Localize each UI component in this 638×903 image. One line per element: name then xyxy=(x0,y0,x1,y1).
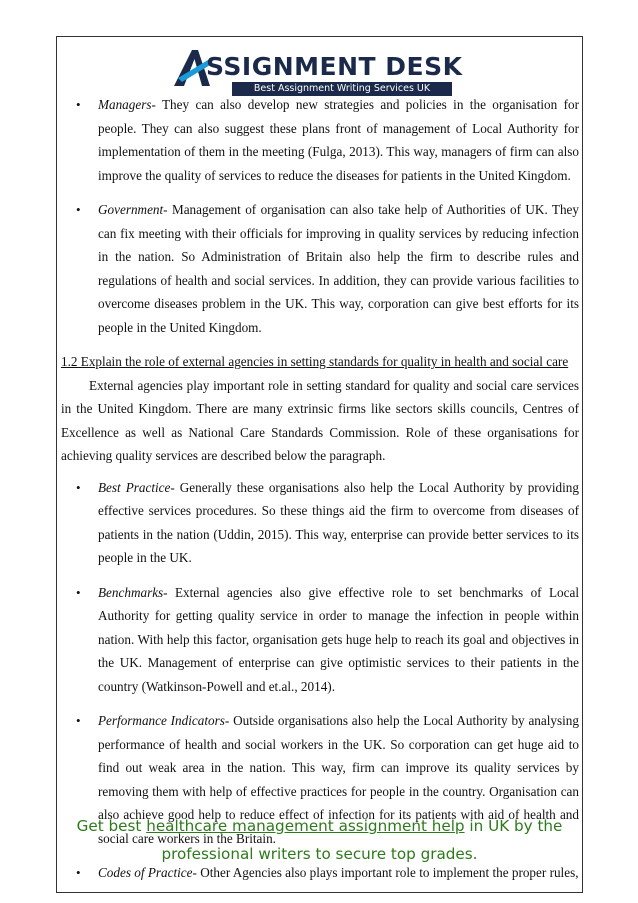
healthcare-assignment-help-link[interactable]: healthcare management assignment help xyxy=(146,817,465,835)
bullet-text: External agencies also give effective role to set benchmarks of Local Authority for getting quality service in order to manage the infection in people within nation. With help this factor, organisation gets huge help to reach its goal and objectives in the UK. Management of enterprise can give optimistic services to their patients in the country (Watkinson-Powell and et.al., 2014). xyxy=(98,584,579,694)
bullet-text: They can also develop new strategies and policies in the organisation for people. They can also suggest these plans front of management of Local Authority for implementation of them in the meeting (Fulga, 2013). This way, managers of firm can also improve the quality of services to reduce the diseases for patients in the United Kingdom. xyxy=(98,97,579,183)
bullet-term: Best Practice- xyxy=(98,479,175,495)
bullet-term: Performance Indicators- xyxy=(98,713,230,728)
logo-tagline: Best Assignment Writing Services UK xyxy=(232,82,452,96)
list-item xyxy=(62,476,579,570)
promo-footer xyxy=(56,812,583,868)
bullet-text: Management of organisation can also take help of Authorities of UK. They can fix meeting with their officials for improving in quality services by reducing infection in the nation. So Administration of Britain also help the firm to describe rules and regulations of health and social services. In addition, they can provide various facilities to overcome diseases problem in the UK. This way, corporation can give best efforts for its people in the United Kingdom. xyxy=(98,202,579,335)
list-item xyxy=(62,581,579,699)
bullet-text: Generally these organisations also help the Local Authority by providing effective services procedures. So these things aid the firm to overcome from diseases of patients in the nation (Uddin, 2015). This way, enterprise can provide better services to its people in the UK. xyxy=(98,479,579,565)
footer-prefix: Get best xyxy=(76,817,147,835)
assignment-desk-logo[interactable] xyxy=(172,46,462,98)
bullet-term: Government- xyxy=(98,202,168,217)
document-body xyxy=(62,93,579,885)
bullet-term: Managers- xyxy=(98,97,156,112)
logo-title: SSIGNMENT DESK xyxy=(206,52,463,81)
section-intro: External agencies play important role in setting standard for quality and social care services in the United Kingdom. There are many extrinsic firms like sectors skills councils, Centres of Excellence as well as National Care Standards Commission. Role of these organisations for achieving quality services are described below the paragraph. xyxy=(61,377,579,463)
footer-suffix: in UK by the professional writers to secure top grades. xyxy=(161,817,563,863)
bullet-text: Other Agencies also plays important role to implement the proper rules, xyxy=(196,865,579,880)
bullet-term: Codes of Practice- xyxy=(98,865,197,880)
list-item xyxy=(62,198,579,339)
bullet-text: Outside organisations also help the Local Authority by analysing performance of health and social workers in the UK. So corporation can get huge aid to find out weak area in the nation. This way, firm can improve its quality services by removing them with help of effective practices for people in the country. Organisation can also achieve good help to reduce effect of infection for its patients with aid of health and social care workers in the Britain. xyxy=(98,713,579,846)
list-item xyxy=(62,93,579,187)
bullet-term: Benchmarks- xyxy=(98,584,168,600)
section-heading: 1.2 Explain the role of external agencies in setting standards for quality in health and social care xyxy=(61,354,569,369)
bullet-list-top xyxy=(62,93,579,339)
